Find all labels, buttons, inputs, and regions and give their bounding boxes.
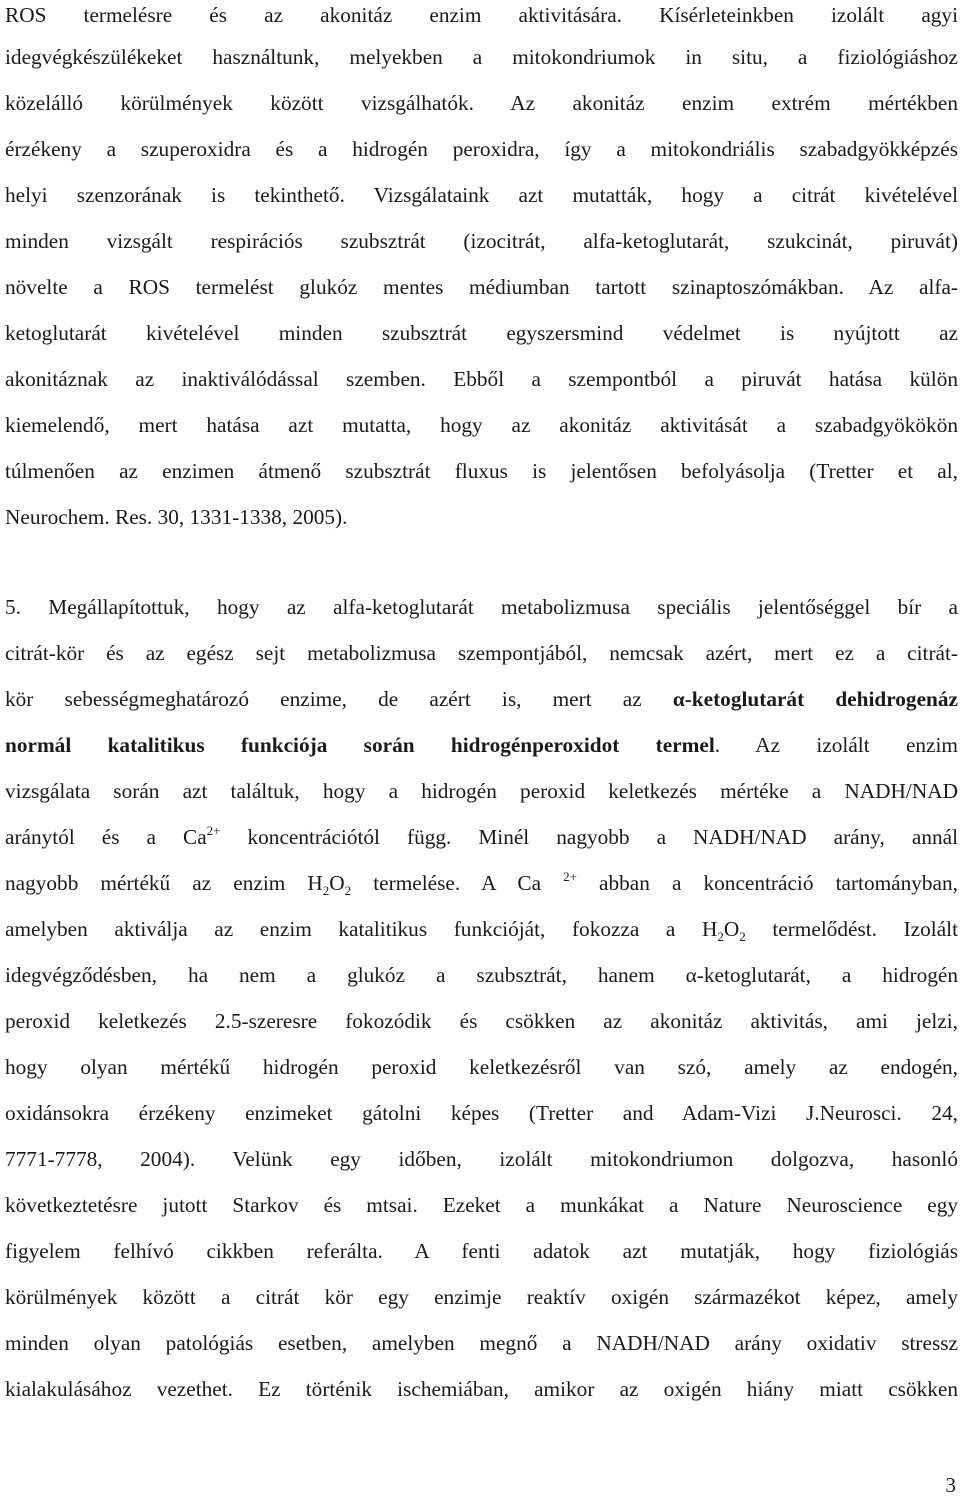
text-line: hogy olyan mértékű hidrogén peroxid keletkezésről van szó, amely az endogén, — [5, 1055, 958, 1079]
emphasis-text: α-ketoglutarát dehidrogenáz — [672, 687, 958, 711]
subscript: 2 — [717, 929, 724, 944]
text-line: kialakulásához vezethet. Ez történik ischemiában, amikor az oxigén hiány miatt csökken — [5, 1377, 958, 1401]
text-line: közelálló körülmények között vizsgálhatók. Az akonitáz enzim extrém mértékben — [5, 91, 958, 115]
subscript: 2 — [739, 929, 746, 944]
text-run: O — [329, 871, 345, 895]
text-line: minden vizsgált respirációs szubsztrát (izocitrát, alfa-ketoglutarát, szukcinát, piruvát) — [5, 229, 958, 253]
text-line: idegvégződésben, ha nem a glukóz a szubsztrát, hanem α-ketoglutarát, a hidrogén — [5, 963, 958, 987]
text-line: citrát-kör és az egész sejt metabolizmusa szempontjából, nemcsak azért, mert ez a citrát- — [5, 641, 958, 665]
subscript: 2 — [322, 883, 330, 898]
subscript: 2 — [344, 883, 352, 898]
text-run: termelése. A Ca — [351, 871, 564, 895]
text-line: következtetésre jutott Starkov és mtsai. Ezeket a munkákat a Nature Neuroscience egy — [5, 1193, 958, 1217]
text-line — [5, 868, 958, 898]
text-line: Neurochem. Res. 30, 1331-1338, 2005). — [5, 505, 348, 529]
text-line: növelte a ROS termelést glukóz mentes médiumban tartott szinaptoszómákban. Az alfa- — [5, 275, 958, 299]
text-line: túlmenően az enzimen átmenő szubsztrát fluxus is jelentősen befolyásolja (Tretter et al, — [5, 459, 958, 483]
text-line: oxidánsokra érzékeny enzimeket gátolni képes (Tretter and Adam-Vizi J.Neurosci. 24, — [5, 1101, 958, 1125]
text-line: 5. Megállapítottuk, hogy az alfa-ketoglutarát metabolizmusa speciális jelentőséggel bír a — [5, 595, 958, 619]
text-line: idegvégkészülékeket használtunk, melyekben a mitokondriumok in situ, a fiziológiáshoz — [5, 45, 958, 69]
text-run: O — [723, 917, 740, 941]
text-run: aránytól és a Ca — [5, 825, 207, 849]
superscript: 2+ — [563, 869, 577, 884]
text-run: kör sebességmeghatározó enzime, de azért is, mert az — [5, 687, 673, 711]
page-number: 3 — [945, 1473, 956, 1497]
text-run: koncentrációtól függ. Minél nagyobb a NADH/NAD arány, annál — [220, 825, 958, 849]
superscript: 2+ — [206, 823, 221, 838]
text-line — [5, 914, 958, 944]
text-run: termelődést. Izolált — [745, 917, 958, 941]
text-line: helyi szenzorának is tekinthető. Vizsgálataink azt mutatták, hogy a citrát kivételével — [5, 183, 958, 207]
text-run: nagyobb mértékű az enzim H — [5, 871, 323, 895]
text-line: 7771-7778, 2004). Velünk egy időben, izolált mitokondriumon dolgozva, hasonló — [5, 1147, 958, 1171]
text-run: abban a koncentráció tartományban, — [576, 871, 958, 895]
text-line: ketoglutarát kivételével minden szubsztrát egyszersmind védelmet is nyújtott az — [5, 321, 958, 345]
text-line: figyelem felhívó cikkben referálta. A fenti adatok azt mutatják, hogy fiziológiás — [5, 1239, 958, 1263]
text-line: vizsgálata során azt találtuk, hogy a hidrogén peroxid keletkezés mértéke a NADH/NAD — [5, 779, 958, 803]
emphasis-text: normál katalitikus funkciója során hidrogénperoxidot termel — [5, 733, 715, 757]
text-line — [5, 684, 958, 714]
text-line: körülmények között a citrát kör egy enzimje reaktív oxigén származékot képez, amely — [5, 1285, 958, 1309]
text-line: kiemelendő, mert hatása azt mutatta, hogy az akonitáz aktivitását a szabadgyökökön — [5, 413, 958, 437]
text-line: akonitáznak az inaktiválódással szemben. Ebből a szempontból a piruvát hatása külön — [5, 367, 958, 391]
text-line: ROS termelésre és az akonitáz enzim aktivitására. Kísérleteinkben izolált agyi — [5, 3, 958, 27]
text-line: érzékeny a szuperoxidra és a hidrogén peroxidra, így a mitokondriális szabadgyökképzés — [5, 137, 958, 161]
text-run: . Az izolált enzim — [714, 733, 958, 757]
text-line: peroxid keletkezés 2.5-szeresre fokozódik és csökken az akonitáz aktivitás, ami jelzi, — [5, 1009, 958, 1033]
text-run: amelyben aktiválja az enzim katalitikus funkcióját, fokozza a H — [5, 917, 718, 941]
text-line: minden olyan patológiás esetben, amelyben megnő a NADH/NAD arány oxidativ stressz — [5, 1331, 958, 1355]
text-line — [5, 730, 958, 760]
text-line — [5, 822, 958, 852]
